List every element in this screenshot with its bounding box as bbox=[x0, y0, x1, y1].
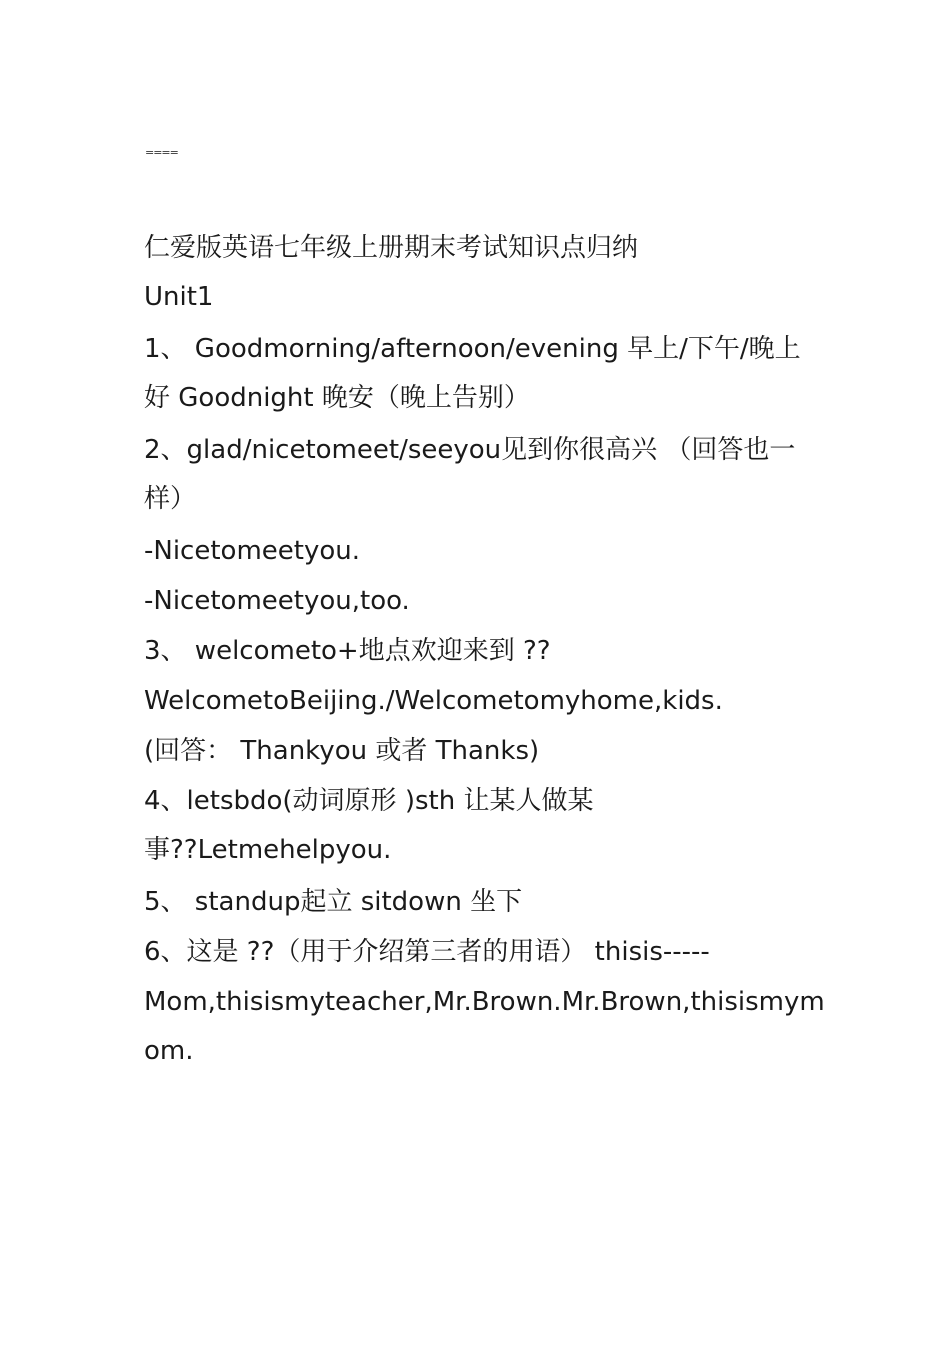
text-line: 3、 welcometo+地点欢迎来到 ?? bbox=[144, 636, 551, 666]
text-line: om. bbox=[144, 1036, 194, 1066]
text-line: 好 Goodnight 晚安（晚上告别） bbox=[144, 383, 530, 413]
text-line: WelcometoBeijing./Welcometomyhome,kids. bbox=[144, 686, 723, 716]
text-line: -Nicetomeetyou. bbox=[144, 536, 360, 566]
text-line: (回答： Thankyou 或者 Thanks) bbox=[144, 736, 540, 766]
text-line: 6、这是 ??（用于介绍第三者的用语） thisis----- bbox=[144, 937, 710, 967]
text-line: 4、letsbdo(动词原形 )sth 让某人做某 bbox=[144, 786, 594, 816]
document-body bbox=[144, 224, 825, 1076]
text-line: 事??Letmehelpyou. bbox=[144, 835, 392, 865]
document-title: 仁爱版英语七年级上册期末考试知识点归纳 bbox=[144, 233, 639, 263]
text-line: Mom,thisismyteacher,Mr.Brown.Mr.Brown,thisismym bbox=[144, 987, 825, 1017]
header-mark: ==== bbox=[145, 146, 178, 159]
text-line: -Nicetomeetyou,too. bbox=[144, 586, 410, 616]
text-line: 1、 Goodmorning/afternoon/evening 早上/下午/晚上 bbox=[144, 334, 801, 364]
text-line: 2、glad/nicetomeet/seeyou见到你很高兴 （回答也一 bbox=[144, 435, 796, 465]
text-line: 5、 standup起立 sitdown 坐下 bbox=[144, 887, 523, 917]
unit-heading: Unit1 bbox=[144, 282, 214, 312]
text-line: 样） bbox=[144, 484, 197, 514]
